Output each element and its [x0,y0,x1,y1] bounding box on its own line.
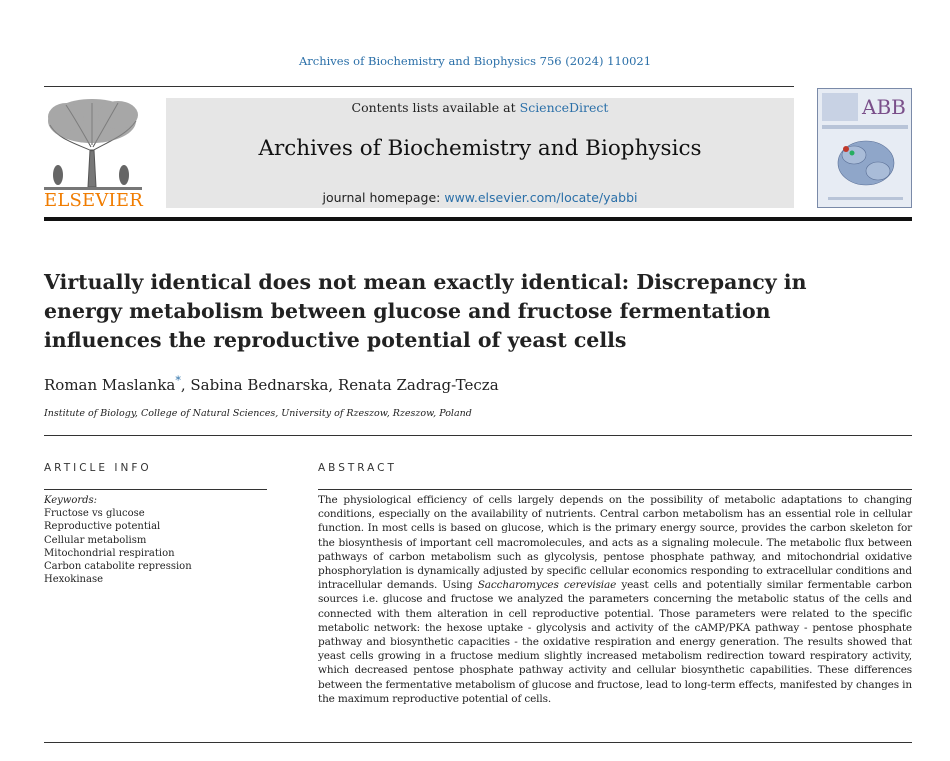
abstract-part-2: yeast cells and potentially similar fermentable carbon sources i.e. glucose and fructose we analyzed the parameters concerning the metabolic status of the cells and connected with them alteration in cell reproductive potential. Those parameters were related to the specific metabolic network: the hexose uptake - glycolysis and activity of the cAMP/PKA pathway - pentose phosphate pathway and biosynthetic capacities - the oxidative respiration and energy generation. The results showed that yeast cells growing in a fructose medium slightly increased metabolism redirection toward respiratory activity, which decreased pentose phosphate pathway activity and cellular biosynthetic capabilities. These differences between the fermentative metabolism of glucose and fructose, lead to long-term effects, manifested by changes in the maximum reproductive potential of cells. [318,579,913,705]
article-info-rule [44,489,267,490]
abstract-heading: ABSTRACT [318,462,397,474]
homepage-prefix: journal homepage: [322,190,445,205]
cover-abbreviation: ABB [862,95,906,119]
keywords-label: Keywords: [44,495,98,506]
author-name[interactable]: Roman Maslanka [44,376,176,394]
journal-homepage-link[interactable]: www.elsevier.com/locate/yabbi [444,190,638,205]
keywords-block [44,494,192,586]
author-separator: , [328,376,338,394]
keyword-item: Hexokinase [44,574,104,586]
author-separator: , [180,376,191,394]
keyword-item: Cellular metabolism [44,534,147,546]
journal-cover-image[interactable] [817,88,912,208]
sciencedirect-link[interactable]: ScienceDirect [519,100,609,115]
keyword-item: Reproductive potential [44,521,161,533]
header-thick-rule [44,217,912,221]
author-list [44,374,499,394]
keyword-item: Carbon catabolite repression [44,561,192,573]
abstract-part-1: The physiological efficiency of cells largely depends on the possibility of metabolic adaptations to changing conditions, especially on the availability of nutrients. Central carbon metabolism has an essential role in cellular function. In most cells is based on glucose, which is the primary energy source, provides the carbon skeleton for the biosynthesis of important cell macromolecules, and acts as a signaling molecule. The metabolic flux between pathways of carbon metabolism such as glycolysis, pentose phosphate pathway, and mitochondrial oxidative phosphorylation is dynamically adjusted by specific cellular economics responding to extracellular conditions and intracellular demands. Using [318,494,912,592]
author-affiliation: Institute of Biology, College of Natural Sciences, University of Rzeszow, Rzeszow, Poland [44,408,472,419]
abstract-text [318,493,912,706]
journal-title: Archives of Biochemistry and Biophysics [258,136,702,161]
keyword-item: Fructose vs glucose [44,508,145,520]
species-name: Saccharomyces cerevisiae [477,579,617,592]
contents-line [166,100,794,115]
corresponding-author-marker[interactable]: * [175,374,181,387]
article-title: Virtually identical does not mean exactly identical: Discrepancy in energy metabolism between glucose and fructose fermentation influences the reproductive potential of yeast cells [44,270,807,352]
keyword-item: Mitochondrial respiration [44,547,175,559]
author-name[interactable]: Sabina Bednarska [190,376,329,394]
author-name[interactable]: Renata Zadrag-Tecza [337,376,499,394]
header-top-rule [44,86,794,87]
homepage-line [166,190,794,205]
journal-citation[interactable]: Archives of Biochemistry and Biophysics 756 (2024) 110021 [298,54,652,68]
article-info-heading: ARTICLE INFO [44,462,152,474]
footer-rule [44,742,912,743]
abstract-rule [318,489,912,490]
journal-masthead [166,98,794,208]
section-divider [44,435,912,436]
contents-prefix: Contents lists available at [351,100,520,115]
publisher-name: ELSEVIER [44,190,143,211]
